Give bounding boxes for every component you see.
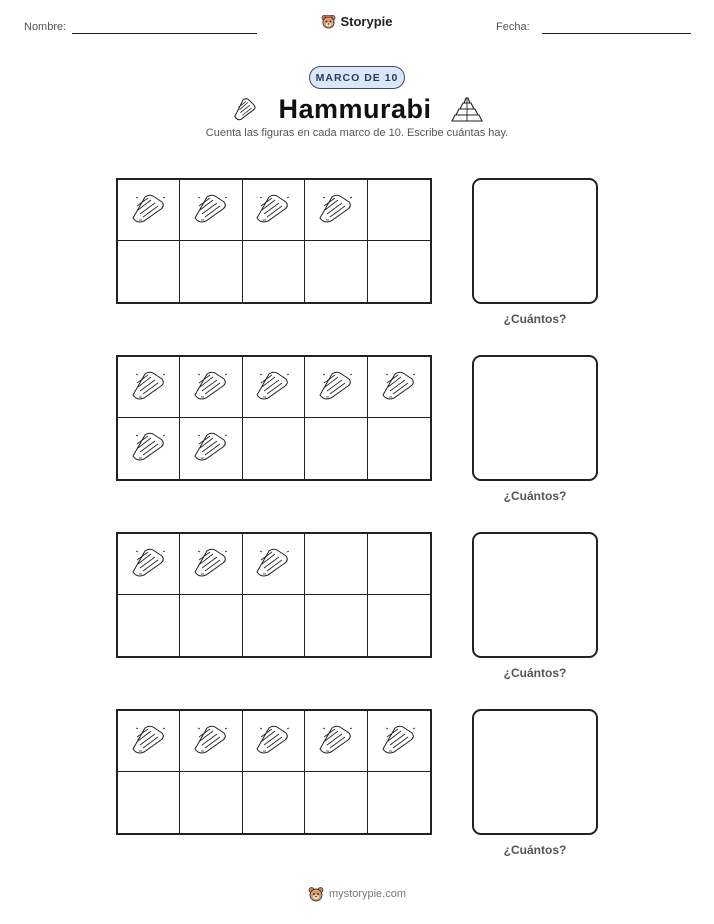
page-title: Hammurabi [278, 93, 432, 124]
answer-label-1: ¿Cuántos? [503, 312, 567, 326]
frame-cell [305, 534, 367, 595]
frame-cell [243, 241, 305, 302]
frame-cell [305, 180, 367, 241]
stone-tablet-icon [253, 544, 293, 585]
answer-label-4: ¿Cuántos? [503, 843, 567, 857]
frame-cell [118, 534, 180, 595]
ten-frame-2 [116, 355, 432, 481]
frame-cell [243, 711, 305, 772]
stone-tablet-icon [191, 544, 231, 585]
frame-cell [243, 418, 305, 479]
ziggurat-icon [450, 95, 484, 123]
date-line[interactable] [542, 33, 691, 34]
instructions: Cuenta las figuras en cada marco de 10. Escribe cuántas hay. [205, 127, 509, 139]
date-label: Fecha: [496, 21, 530, 33]
ten-frame-1 [116, 178, 432, 304]
frame-cell [243, 180, 305, 241]
stone-tablet-icon [253, 721, 293, 762]
frame-cell [118, 357, 180, 418]
frame-cell [118, 241, 180, 302]
frame-cell [305, 418, 367, 479]
frame-cell [305, 711, 367, 772]
stone-tablet-icon [253, 367, 293, 408]
frame-cell [368, 711, 430, 772]
ten-frame-4 [116, 709, 432, 835]
stone-tablet-icon [316, 190, 356, 231]
frame-cell [305, 357, 367, 418]
stone-tablet-icon [379, 721, 419, 762]
frame-cell [180, 418, 242, 479]
frame-cell [368, 534, 430, 595]
frame-cell [368, 418, 430, 479]
frame-cell [368, 357, 430, 418]
frame-cell [243, 534, 305, 595]
frame-cell [368, 241, 430, 302]
stone-tablet-icon [191, 190, 231, 231]
footer-url[interactable]: mystorypie.com [328, 888, 407, 900]
frame-cell [118, 180, 180, 241]
bear-mascot-icon [308, 886, 324, 902]
frame-cell [118, 711, 180, 772]
worksheet-type-badge: MARCO DE 10 [309, 66, 405, 89]
brand-name: Storypie [340, 14, 393, 29]
stone-tablet-icon [129, 367, 169, 408]
frame-cell [118, 595, 180, 656]
stone-tablet-icon [129, 544, 169, 585]
frame-cell [180, 711, 242, 772]
answer-box-2[interactable] [472, 355, 598, 481]
frame-cell [118, 772, 180, 833]
frame-cell [305, 241, 367, 302]
answer-label-3: ¿Cuántos? [503, 666, 567, 680]
frame-cell [180, 595, 242, 656]
frame-cell [243, 357, 305, 418]
answer-box-1[interactable] [472, 178, 598, 304]
frame-cell [180, 357, 242, 418]
frame-cell [243, 772, 305, 833]
name-label: Nombre: [24, 21, 67, 33]
name-line[interactable] [72, 33, 257, 34]
frame-cell [368, 180, 430, 241]
frame-cell [180, 241, 242, 302]
stone-tablet-icon [191, 428, 231, 469]
frame-cell [118, 418, 180, 479]
stone-tablet-icon [316, 721, 356, 762]
frame-cell [180, 772, 242, 833]
ten-frame-3 [116, 532, 432, 658]
title-row [0, 92, 714, 126]
answer-box-3[interactable] [472, 532, 598, 658]
frame-cell [180, 180, 242, 241]
answer-box-4[interactable] [472, 709, 598, 835]
frame-cell [368, 595, 430, 656]
stone-tablet-icon [316, 367, 356, 408]
frame-cell [368, 772, 430, 833]
stone-tablet-icon [129, 721, 169, 762]
frame-cell [305, 772, 367, 833]
stone-tablet-icon [129, 190, 169, 231]
frame-cell [243, 595, 305, 656]
brand-logo [0, 14, 714, 29]
stone-tablet-icon [379, 367, 419, 408]
stone-tablet-icon [191, 721, 231, 762]
stone-tablet-icon [253, 190, 293, 231]
frame-cell [180, 534, 242, 595]
frame-cell [305, 595, 367, 656]
answer-label-2: ¿Cuántos? [503, 489, 567, 503]
stone-tablet-icon [129, 428, 169, 469]
bear-mascot-icon [321, 14, 336, 29]
stone-tablet-icon [191, 367, 231, 408]
footer [0, 886, 714, 902]
stone-tablet-icon [230, 96, 260, 122]
